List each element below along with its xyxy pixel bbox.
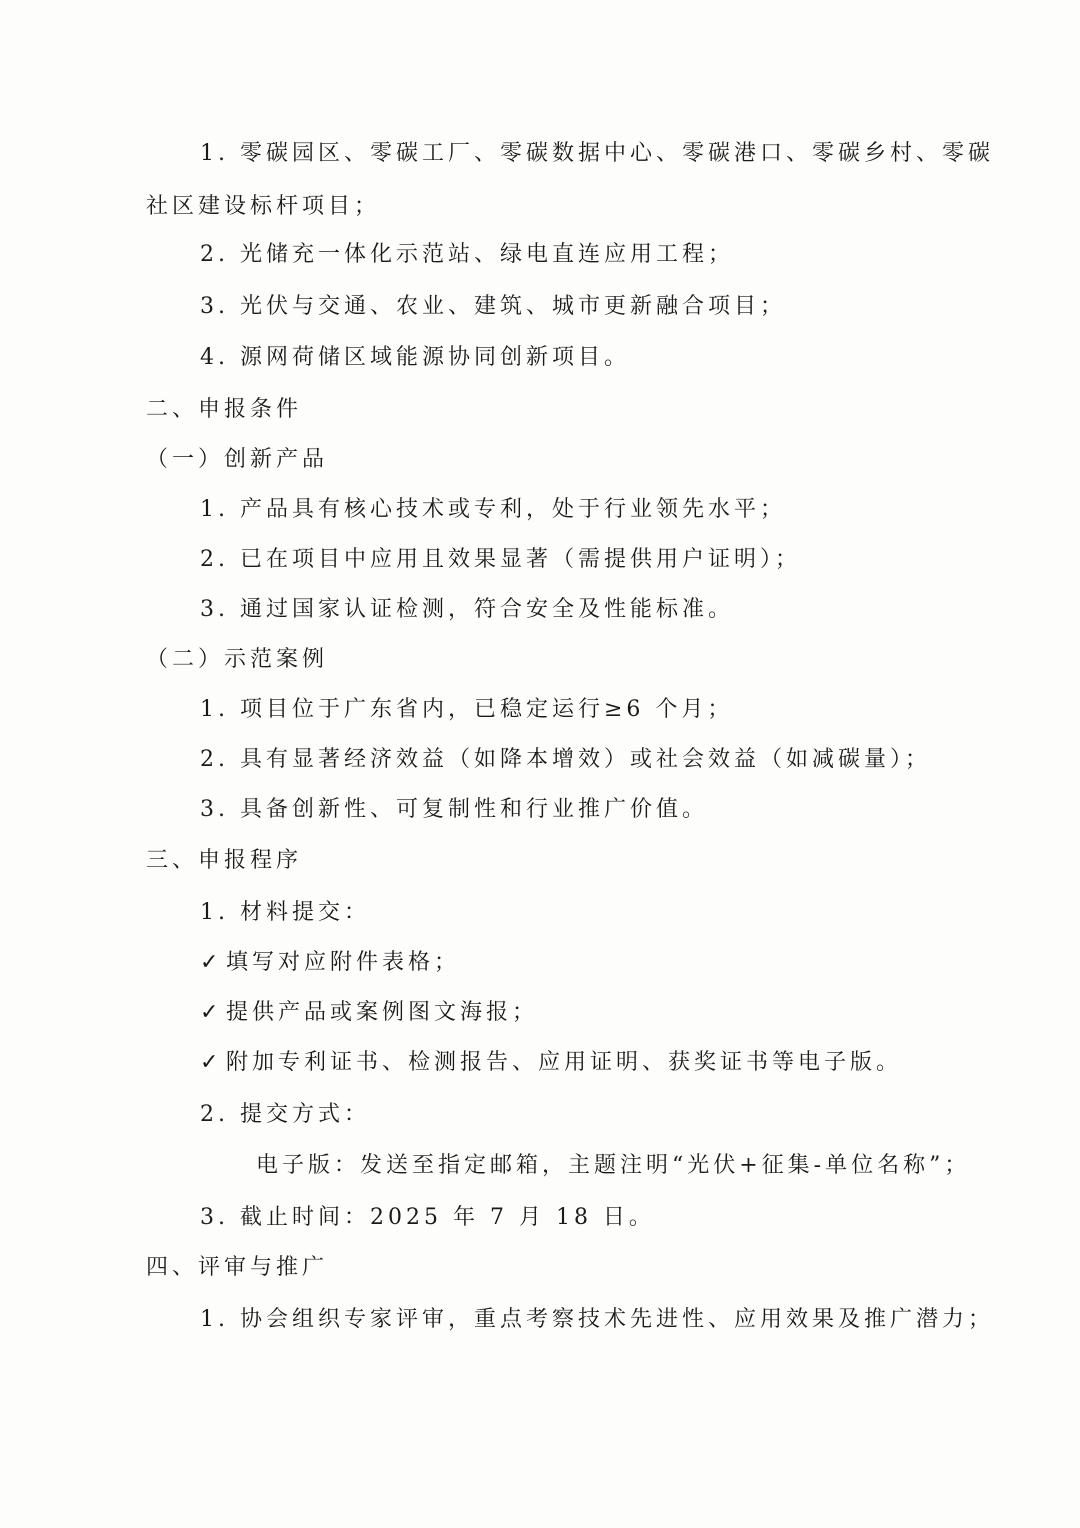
checkmark-icon: ✓ [200, 1050, 219, 1075]
checklist-item [200, 949, 460, 977]
section-heading: 三、申报程序 [146, 848, 303, 873]
list-item-continued: 社区建设标杆项目； [146, 194, 381, 219]
section-heading: 四、评审与推广 [146, 1255, 329, 1280]
list-item: 3. 光伏与交通、农业、建筑、城市更新融合项目； [200, 294, 786, 319]
list-item: 1. 产品具有核心技术或专利，处于行业领先水平； [200, 497, 786, 522]
subsection-heading: （一）创新产品 [146, 447, 329, 472]
list-item: 2. 已在项目中应用且效果显著（需提供用户证明）； [200, 547, 801, 572]
subsection-heading: （二）示范案例 [146, 647, 329, 672]
checkmark-icon: ✓ [200, 1000, 219, 1025]
list-item: 3. 具备创新性、可复制性和行业推广价值。 [200, 797, 708, 822]
checklist-item [200, 1049, 902, 1077]
list-item: 1. 零碳园区、零碳工厂、零碳数据中心、零碳港口、零碳乡村、零碳 [200, 141, 994, 166]
section-heading: 二、申报条件 [146, 397, 303, 422]
checkmark-icon: ✓ [200, 950, 219, 975]
checklist-item [200, 999, 538, 1027]
checklist-item-text: 填写对应附件表格； [226, 950, 461, 975]
submission-detail: 电子版：发送至指定邮箱，主题注明“光伏+征集-单位名称”； [256, 1153, 971, 1178]
checklist-item-text: 附加专利证书、检测报告、应用证明、获奖证书等电子版。 [226, 1050, 903, 1075]
list-item: 1. 材料提交： [200, 900, 370, 925]
list-item: 4. 源网荷储区域能源协同创新项目。 [200, 345, 630, 370]
list-item: 3. 通过国家认证检测，符合安全及性能标准。 [200, 597, 734, 622]
list-item: 3. 截止时间：2025 年 7 月 18 日。 [200, 1205, 655, 1230]
list-item: 2. 光储充一体化示范站、绿电直连应用工程； [200, 242, 734, 267]
list-item: 2. 具有显著经济效益（如降本增效）或社会效益（如减碳量）； [200, 747, 931, 772]
list-item: 1. 项目位于广东省内，已稳定运行≥6 个月； [200, 697, 734, 722]
checklist-item-text: 提供产品或案例图文海报； [226, 1000, 539, 1025]
list-item: 2. 提交方式： [200, 1102, 370, 1127]
list-item: 1. 协会组织专家评审，重点考察技术先进性、应用效果及推广潜力； [200, 1307, 994, 1332]
